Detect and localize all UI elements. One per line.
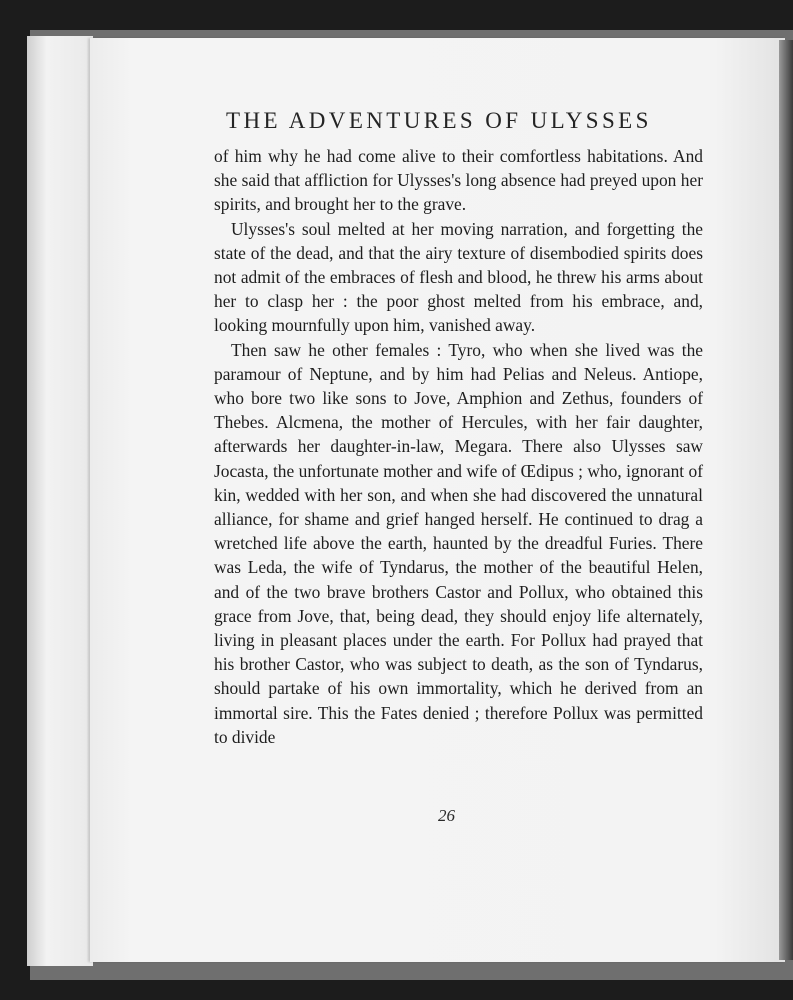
paragraph-continued: of him why he had come alive to their comfortless habitations. And she said that affliction for Ulysses's long absence had preyed upon her spirits, and brought her to the grave. <box>214 146 703 215</box>
body-text <box>214 144 703 749</box>
running-head: THE ADVENTURES OF ULYSSES <box>226 108 652 133</box>
paragraph: Ulysses's soul melted at her moving narration, and forgetting the state of the dead, and that the airy texture of disembodied spirits does not admit of the embraces of flesh and blood, he threw his arms about her to clasp her : the poor ghost melted from his embrace, and, looking mournfully upon him, vanished away. <box>214 218 703 336</box>
paragraph: Then saw he other females : Tyro, who when she lived was the paramour of Neptune, and by him had Pelias and Neleus. Antiope, who bore two like sons to Jove, Amphion and Zethus, founders of Thebes. Alcmena, the mother of Hercules, with her fair daughter, afterwards her daughter-in-law, Megara. There also Ulysses saw Jocasta, the unfortunate mother and wife of Œdipus ; who, ignorant of kin, wedded with her son, and when she had discovered the unnatural alliance, for shame and grief hanged herself. He continued to drag a wretched life above the earth, haunted by the dreadful Furies. There was Leda, the wife of Tyndarus, the mother of the beautiful Helen, and of the two brave brothers Castor and Pollux, who obtained this grace from Jove, that, being dead, they should enjoy life alternately, living in pleasant places under the earth. For Pollux had prayed that his brother Castor, who was subject to death, as the son of Tyndarus, should partake of his own immortality, which he derived from an immortal sire. This the Fates denied ; therefore Pollux was permitted to divide <box>214 339 703 747</box>
page-number: 26 <box>438 806 455 825</box>
page-stack-edge <box>27 36 93 966</box>
book-spine-shadow <box>779 40 793 960</box>
